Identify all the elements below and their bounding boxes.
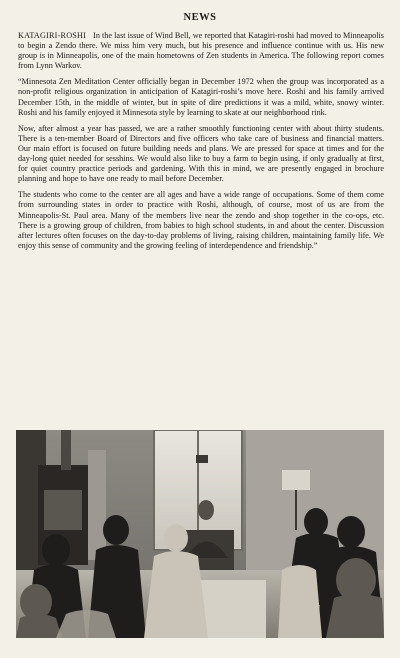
article-paragraph-1: “Minnesota Zen Meditation Center officially began in December 1972 when the group was incorporated as a non-profit religious organization in anticipation of Katagiri-roshi’s move here. Roshi and his family arrived December 15th, in the middle of winter, but in spite of dire predictions it was a mild, white, snowy winter. Roshi and his family enjoyed it Minnesota style by learning to skate at our neighborhood rink. xyxy=(18,77,384,117)
photo-illustration xyxy=(16,430,384,638)
zendo-photo xyxy=(16,430,384,638)
article-paragraph-2: Now, after almost a year has passed, we are a rather smoothly functioning center with about thirty students. There is a ten-member Board of Directors and five officers who take care of business and financial matters. Our main effort is focused on future building needs and plans. We are pressed for space at times and for the day-long quiet needed for sesshins. We would also like to buy a farm to begin using, if only gradually at first, for quiet country practice periods and gardening. With this in mind, we are presently engaged in brochure planning and hope to have one ready to mail before December. xyxy=(18,123,384,184)
article-paragraph-3: The students who come to the center are all ages and have a wide range of occupations. Some of them come from surrounding states in order to practice with Roshi, although, of course, most of us are from the Minneapolis-St. Paul area. Many of the members live near the zendo and shop together in the co-ops, etc. There is a growing group of children, from babies to high school students, in and about the center. Discussion after lectures often focuses on the day-to-day problems of living, raising children, maintaining family life. We enjoy this sense of community and the growing feeling of interdependence and friendship.” xyxy=(18,190,384,250)
intro-text: In the last issue of Wind Bell, we reported that Katagiri-roshi had moved to Minneapolis to begin a Zendo there. We miss him very much, but his presence and influence continue with us. His new group is in Minneapolis, one of the main hometowns of Zen students in America. The following report comes from Lynn Warkov. xyxy=(18,31,384,71)
intro-paragraph xyxy=(18,31,384,71)
article-body xyxy=(18,31,384,257)
section-heading: NEWS xyxy=(183,12,217,23)
lead-in: KATAGIRI-ROSHI xyxy=(18,31,87,40)
